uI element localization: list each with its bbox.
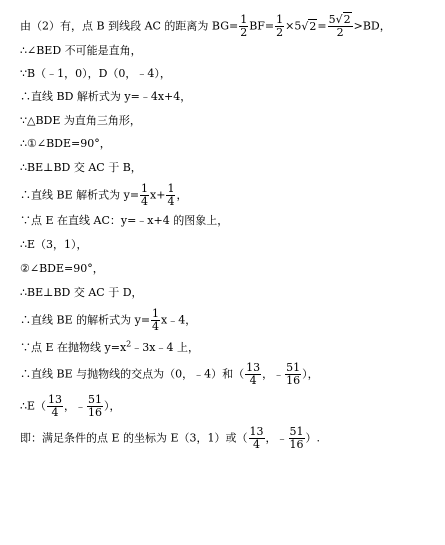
fraction: $\frac{51}{16}$ [88,393,103,419]
solution-line: ∴E（3，1）， [20,238,88,251]
text: ∵点 E 在抛物线 y=x [20,341,127,354]
fraction: $\frac{51}{16}$ [289,425,304,451]
solution-line-bg-distance [20,14,391,39]
square-root: √2 [301,19,317,33]
text: ， [176,188,188,202]
text: = [317,19,327,33]
text: ﹣3x﹣4 上， [131,341,199,354]
text: ，﹣ [265,431,288,445]
solution-line: ∴BE⊥BD 交 AC 于 D， [20,286,143,299]
text: >BD， [353,19,391,33]
solution-line: ∴BE⊥BD 交 AC 于 B， [20,161,142,174]
text: 由（2）有，点 B 到线段 AC 的距离为 BG= [20,19,239,33]
solution-line: ∴直线 BD 解析式为 y=﹣4x+4， [20,90,192,103]
text: ∴直线 BE 的解析式为 y= [20,313,151,327]
solution-line: ∴∠BED 不可能是直角， [20,44,142,57]
solution-line: ∴①∠BDE=90°， [20,137,111,150]
text: ×5 [285,19,302,33]
text: ，﹣ [64,399,87,413]
solution-line-answer [20,426,320,451]
fraction: $\frac{1}{4}$ [152,307,160,333]
exponent: 2 [126,339,132,349]
text: ）， [104,399,121,413]
fraction: $\frac{1}{2}$ [240,13,248,39]
fraction: $\frac{1}{4}$ [141,182,149,208]
solution-line: ∵点 E 在直线 AC：y=﹣x+4 的图象上， [20,214,229,227]
text: BF= [249,19,275,33]
solution-line-parabola [20,341,199,355]
fraction: $\frac{51}{16}$ [286,361,301,387]
fraction: $\frac{1}{4}$ [167,182,175,208]
text: ，﹣ [262,367,285,381]
fraction: $\frac{13}{4}$ [48,393,63,419]
solution-line-be-equation [20,183,187,208]
solution-line-intersection [20,362,319,387]
text: x+ [150,188,166,202]
text: ∴E（ [20,399,47,413]
fraction: $\frac{13}{4}$ [249,425,264,451]
text: ∴直线 BE 与抛物线的交点为（0，﹣4）和（ [20,367,245,381]
solution-line: ∵△BDE 为直角三角形， [20,114,141,127]
solution-line: ∵B（﹣1，0），D（0，﹣4）， [20,67,171,80]
solution-line: ②∠BDE=90°， [20,262,104,275]
solution-line-point-e [20,394,121,419]
fraction: $\frac{13}{4}$ [246,361,261,387]
text: 即：满足条件的点 E 的坐标为 E（3，1）或（ [20,431,248,445]
text: ）， [302,367,319,381]
text: ∴直线 BE 解析式为 y= [20,188,140,202]
text: ）. [305,431,321,445]
text: x﹣4， [161,313,197,327]
fraction: $\frac{1}{2}$ [276,13,284,39]
solution-line-be-equation-2 [20,308,196,333]
fraction: $\frac{5√2}{2}$ [328,13,351,39]
